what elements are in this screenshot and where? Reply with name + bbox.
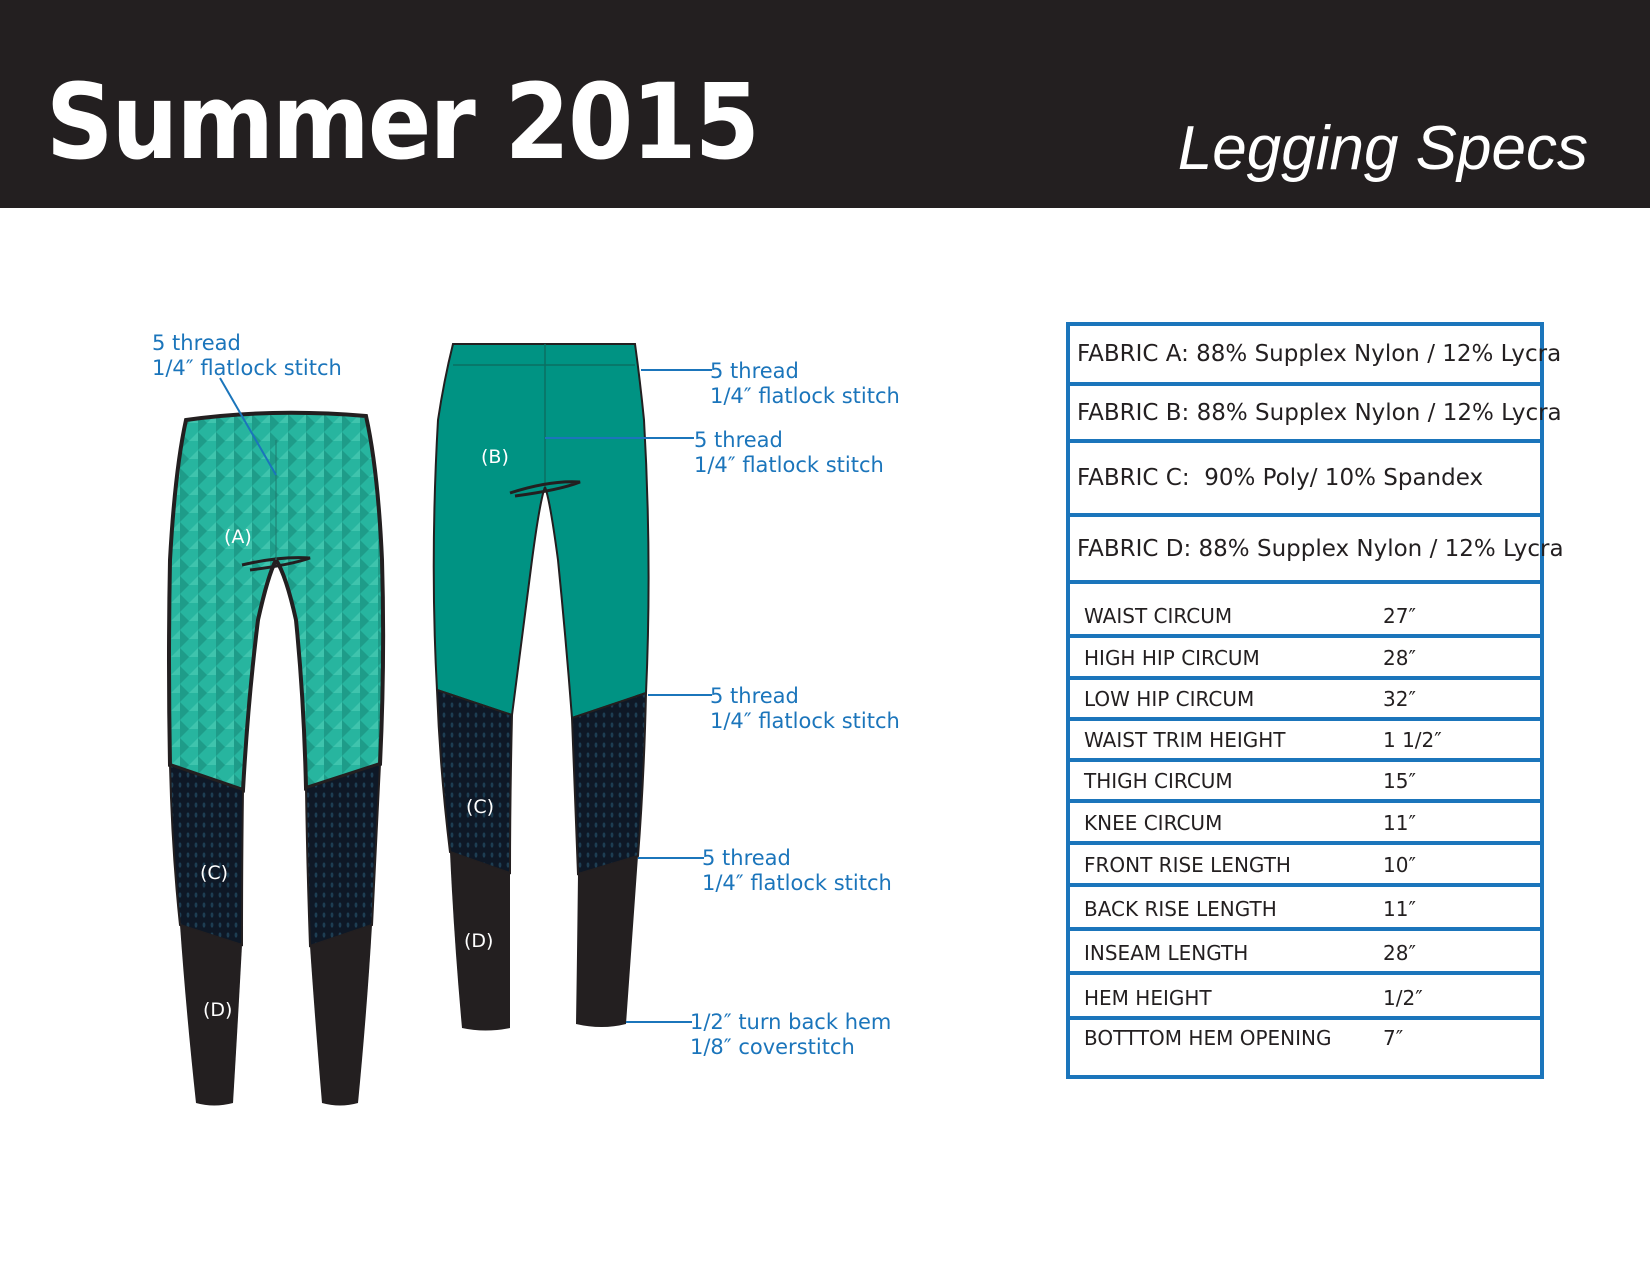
measurement-row bbox=[1070, 931, 1540, 975]
label-front-c: (C) bbox=[200, 862, 229, 884]
label-back-b: (B) bbox=[481, 446, 509, 468]
callout-line: 1/4″ flatlock stitch bbox=[710, 384, 900, 408]
page-subtitle: Legging Specs bbox=[1177, 114, 1588, 183]
spec-table bbox=[1066, 322, 1564, 1079]
back-panel-b bbox=[434, 344, 649, 718]
callout-line: 5 thread bbox=[152, 331, 241, 355]
front-panel-c-left bbox=[170, 765, 243, 945]
measurement-row bbox=[1070, 638, 1540, 680]
label-front-d: (D) bbox=[203, 999, 233, 1021]
measurement-row bbox=[1070, 721, 1540, 762]
fabric-row bbox=[1070, 443, 1540, 517]
measurement-name: BOTTTOM HEM OPENING bbox=[1084, 1026, 1332, 1050]
header-bar bbox=[0, 0, 1650, 208]
measurement-name: WAIST TRIM HEIGHT bbox=[1084, 728, 1286, 752]
callout-front-waist bbox=[152, 331, 342, 381]
callout-line: 1/4″ flatlock stitch bbox=[710, 709, 900, 733]
measurement-row bbox=[1070, 975, 1540, 1020]
measurement-value: 11″ bbox=[1383, 811, 1416, 835]
front-panel-c-right bbox=[306, 764, 380, 946]
callout-line: 1/4″ flatlock stitch bbox=[694, 453, 884, 477]
page-title: Summer 2015 bbox=[46, 61, 759, 183]
measurement-row bbox=[1070, 887, 1540, 931]
front-legging bbox=[169, 378, 383, 1106]
measurement-value: 28″ bbox=[1383, 646, 1416, 670]
fabric-label: FABRIC D: 88% Supplex Nylon / 12% Lycra bbox=[1077, 535, 1564, 562]
measurement-value: 1/2″ bbox=[1383, 986, 1423, 1010]
measurement-row bbox=[1070, 845, 1540, 887]
measurement-value: 1 1/2″ bbox=[1383, 728, 1442, 752]
callout-line: 1/8″ coverstitch bbox=[690, 1035, 855, 1059]
callout-line: 5 thread bbox=[710, 684, 799, 708]
back-panel-c-right bbox=[572, 693, 646, 874]
callout-line: 1/4″ flatlock stitch bbox=[152, 356, 342, 380]
fabric-label: FABRIC B: 88% Supplex Nylon / 12% Lycra bbox=[1077, 399, 1562, 426]
measurement-name: KNEE CIRCUM bbox=[1084, 811, 1223, 835]
callout-line: 5 thread bbox=[694, 428, 783, 452]
measurement-name: INSEAM LENGTH bbox=[1084, 941, 1249, 965]
measurement-value: 11″ bbox=[1383, 897, 1416, 921]
callout-back-center bbox=[694, 428, 884, 478]
label-back-c: (C) bbox=[466, 796, 495, 818]
measurement-row bbox=[1070, 1020, 1540, 1079]
callout-line: 5 thread bbox=[710, 359, 799, 383]
callout-back-hem bbox=[690, 1010, 891, 1060]
measurement-value: 27″ bbox=[1383, 604, 1416, 628]
measurement-row bbox=[1070, 584, 1540, 638]
callout-line: 5 thread bbox=[702, 846, 791, 870]
fabric-label: FABRIC C: 90% Poly/ 10% Spandex bbox=[1077, 465, 1484, 491]
back-legging bbox=[434, 344, 712, 1031]
back-panel-d-right bbox=[576, 856, 638, 1027]
measurement-row bbox=[1070, 762, 1540, 803]
measurement-name: THIGH CIRCUM bbox=[1084, 769, 1233, 793]
label-front-a: (A) bbox=[224, 526, 252, 548]
fabric-label: FABRIC A: 88% Supplex Nylon / 12% Lycra bbox=[1077, 341, 1562, 367]
measurement-name: HIGH HIP CIRCUM bbox=[1084, 646, 1260, 670]
callout-line: 1/4″ flatlock stitch bbox=[702, 871, 892, 895]
callout-line: 1/2″ turn back hem bbox=[690, 1010, 892, 1034]
callout-back-calf bbox=[702, 846, 892, 896]
fabric-row bbox=[1070, 326, 1562, 386]
measurement-value: 15″ bbox=[1383, 769, 1416, 793]
callout-back-waist bbox=[710, 359, 900, 409]
measurement-name: BACK RISE LENGTH bbox=[1084, 897, 1277, 921]
legging-technical-drawings bbox=[0, 208, 1000, 1108]
fabric-row bbox=[1070, 517, 1564, 584]
measurement-name: LOW HIP CIRCUM bbox=[1084, 687, 1255, 711]
measurement-value: 7″ bbox=[1383, 1026, 1404, 1050]
callout-back-knee bbox=[710, 684, 900, 734]
measurement-name: WAIST CIRCUM bbox=[1084, 604, 1233, 628]
back-panel-c-left bbox=[437, 690, 512, 873]
measurement-name: HEM HEIGHT bbox=[1084, 986, 1212, 1010]
measurement-name: FRONT RISE LENGTH bbox=[1084, 853, 1291, 877]
measurement-value: 28″ bbox=[1383, 941, 1416, 965]
measurement-row bbox=[1070, 803, 1540, 845]
measurement-row bbox=[1070, 680, 1540, 721]
measurement-value: 10″ bbox=[1383, 853, 1416, 877]
measurement-value: 32″ bbox=[1383, 687, 1416, 711]
label-back-d: (D) bbox=[464, 930, 494, 952]
front-panel-d-right bbox=[310, 925, 372, 1106]
fabric-row bbox=[1070, 386, 1562, 443]
